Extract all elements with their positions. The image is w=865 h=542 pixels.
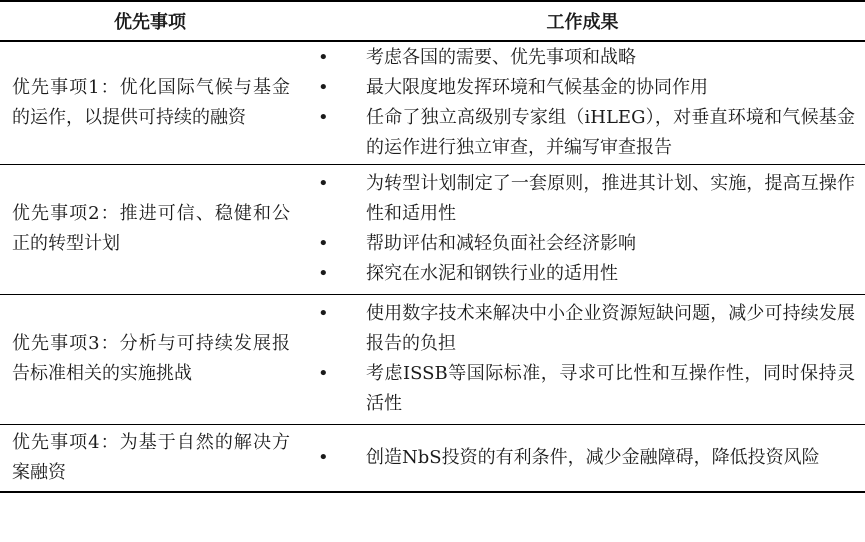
outcome-list <box>300 443 865 473</box>
outcome-cell <box>300 164 865 294</box>
table-row <box>0 294 865 424</box>
priority-cell: 优先事项3：分析与可持续发展报告标准相关的实施挑战 <box>0 294 300 424</box>
bullet-icon: • <box>318 446 329 468</box>
priority-cell: 优先事项1：优化国际气候与基金的运作，以提供可持续的融资 <box>0 41 300 164</box>
bullet-icon: • <box>318 233 329 254</box>
priority-cell: 优先事项4：为基于自然的解决方案融资 <box>0 424 300 492</box>
list-item <box>300 43 855 73</box>
outcome-list <box>300 43 865 163</box>
bullet-icon: • <box>318 173 329 194</box>
table-row <box>0 41 865 164</box>
list-item <box>300 259 855 289</box>
list-item <box>300 229 855 259</box>
bullet-icon: • <box>318 263 329 284</box>
list-item <box>300 299 855 359</box>
bullet-icon: • <box>318 76 329 98</box>
bullet-icon: • <box>318 363 329 384</box>
outcome-cell <box>300 424 865 492</box>
outcome-list <box>300 169 865 289</box>
header-priority: 优先事项 <box>0 1 300 41</box>
list-item-text: 最大限度地发挥环境和气候基金的协同作用 <box>366 76 708 98</box>
header-outcome: 工作成果 <box>300 1 865 41</box>
bullet-icon: • <box>318 106 329 128</box>
list-item-text: 帮助评估和减轻负面社会经济影响 <box>366 233 636 254</box>
list-item <box>300 359 855 419</box>
list-item-text: 考虑各国的需要、优先事项和战略 <box>366 46 636 68</box>
table-row <box>0 164 865 294</box>
bullet-icon: • <box>318 303 329 324</box>
list-item-text: 为转型计划制定了一套原则，推进其计划、实施，提高互操作性和适用性 <box>366 173 855 224</box>
priority-cell: 优先事项2：推进可信、稳健和公正的转型计划 <box>0 164 300 294</box>
list-item-text: 创造NbS投资的有利条件，减少金融障碍，降低投资风险 <box>366 446 820 468</box>
bullet-icon: • <box>318 46 329 68</box>
table-row <box>0 424 865 492</box>
list-item <box>300 73 855 103</box>
list-item-text: 考虑ISSB等国际标准，寻求可比性和互操作性，同时保持灵活性 <box>366 363 855 414</box>
list-item-text: 探究在水泥和钢铁行业的适用性 <box>366 263 618 284</box>
header-row <box>0 1 865 41</box>
list-item <box>300 103 855 163</box>
outcome-cell <box>300 41 865 164</box>
list-item-text: 任命了独立高级别专家组（iHLEG），对垂直环境和气候基金的运作进行独立审查，并编写审查报告 <box>366 106 855 158</box>
list-item <box>300 443 855 473</box>
outcome-list <box>300 299 865 419</box>
list-item-text: 使用数字技术来解决中小企业资源短缺问题，减少可持续发展报告的负担 <box>366 303 855 354</box>
outcome-cell <box>300 294 865 424</box>
list-item <box>300 169 855 229</box>
